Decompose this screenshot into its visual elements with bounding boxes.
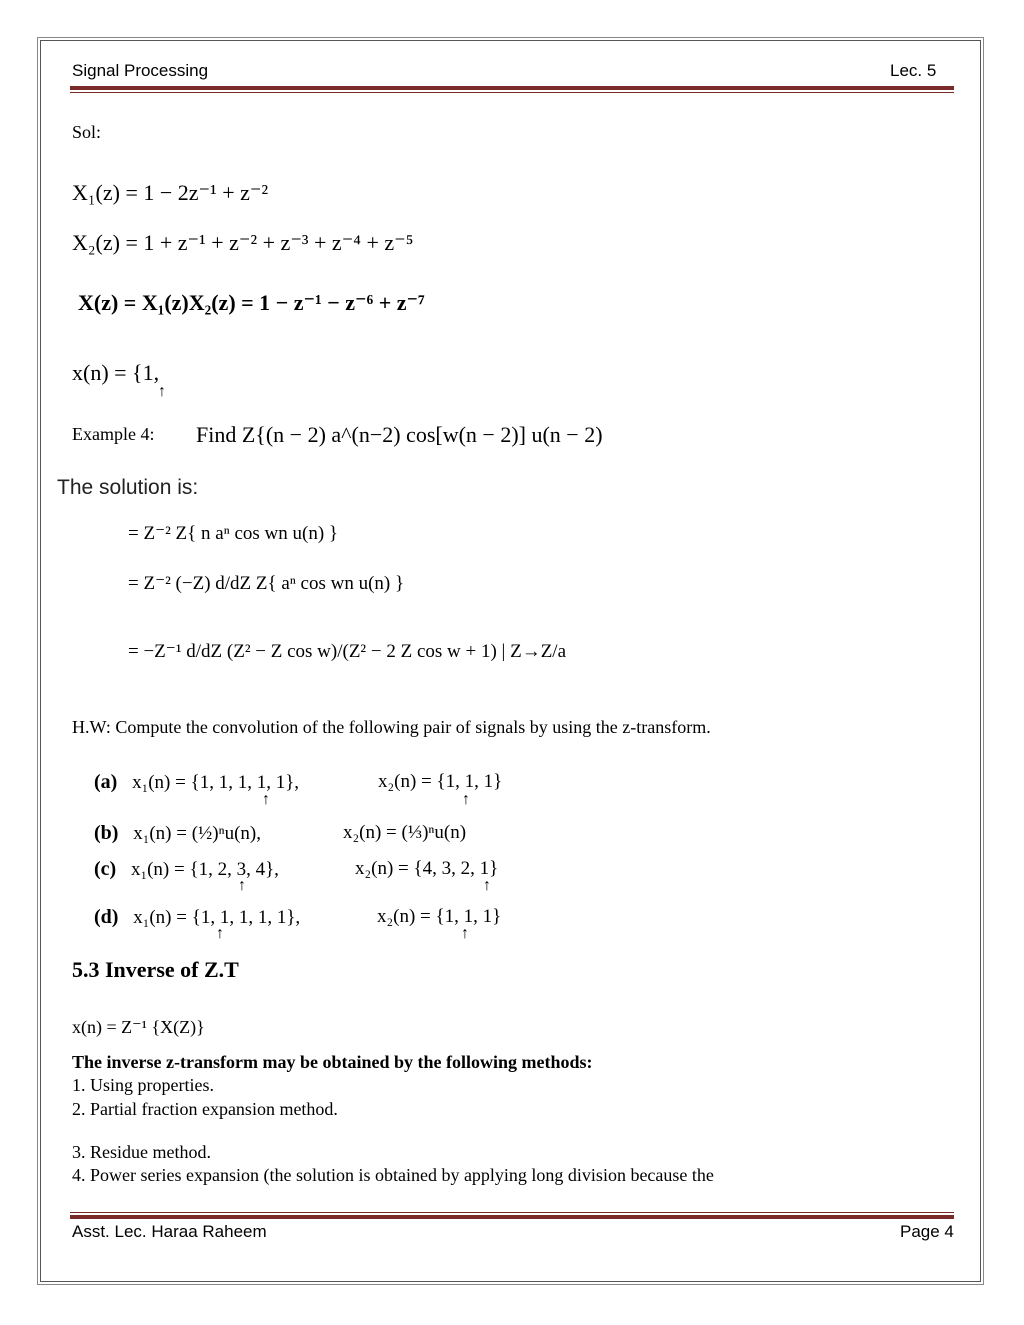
example4-expression: Find Z{(n − 2) a^(n−2) cos[w(n − 2)] u(n − 2) [196, 422, 603, 447]
homework-item-label: (a) [94, 771, 118, 793]
solution-line-3: = −Z⁻¹ d/dZ (Z² − Z cos w)/(Z² − 2 Z cos w + 1) | Z→Z/a [128, 641, 567, 662]
footer-rule-thin [70, 1212, 954, 1213]
homework-item-label: (d) [94, 906, 119, 928]
header-title: Signal Processing [72, 61, 209, 80]
origin-arrow-icon: ↑ [483, 877, 491, 894]
section-heading: 5.3 Inverse of Z.T [72, 957, 239, 982]
homework-item-label: (b) [94, 822, 119, 844]
equation-x: X(z) = X₁(z)X₂(z) = 1 − z⁻¹ − z⁻⁶ + z⁻⁷ [78, 290, 425, 315]
header-lecture: Lec. 5 [890, 61, 937, 80]
origin-arrow-icon: ↑ [262, 791, 270, 808]
solution-line-2: = Z⁻² (−Z) d/dZ Z{ aⁿ cos wn u(n) } [128, 573, 405, 594]
homework-item-label: (c) [94, 858, 117, 880]
homework-item-x1: x₁(n) = {1, 2, 3, 4}, [130, 859, 279, 880]
homework-intro: H.W: Compute the convolution of the following pair of signals by using the z-transform. [72, 717, 711, 737]
solution-intro: The solution is: [57, 476, 199, 499]
sol-label: Sol: [72, 122, 102, 142]
method-item: 3. Residue method. [72, 1142, 211, 1162]
origin-arrow-icon: ↑ [238, 877, 246, 894]
method-item: 1. Using properties. [72, 1075, 214, 1095]
example4-label: Example 4: [72, 424, 155, 444]
inverse-formula: x(n) = Z⁻¹ {X(Z)} [72, 1017, 205, 1037]
homework-item-b [94, 822, 261, 845]
homework-item-a-x2: x₂(n) = {1, 1, 1} [378, 771, 503, 792]
header-rule-thin [70, 92, 954, 93]
method-item: 4. Power series expansion (the solution is obtained by applying long division because the [72, 1165, 714, 1185]
homework-item-x1: x₁(n) = {1, 1, 1, 1, 1}, [132, 772, 300, 793]
solution-line-1: = Z⁻² Z{ n aⁿ cos wn u(n) } [128, 523, 339, 544]
origin-arrow-icon: ↑ [216, 925, 224, 942]
homework-item-x1: x₁(n) = (½)ⁿu(n), [133, 823, 261, 844]
homework-item-c [94, 858, 279, 881]
equation-x1: X₁(z) = 1 − 2z⁻¹ + z⁻² [72, 180, 269, 205]
footer-author: Asst. Lec. Haraa Raheem [72, 1222, 267, 1241]
method-item: 2. Partial fraction expansion method. [72, 1099, 338, 1119]
homework-item-d-x2: x₂(n) = {1, 1, 1} [377, 906, 502, 927]
homework-item-d [94, 906, 300, 929]
homework-item-x1: x₁(n) = {1, 1, 1, 1, 1}, [133, 907, 301, 928]
origin-arrow-icon: ↑ [462, 791, 470, 808]
footer-rule [70, 1215, 954, 1219]
homework-item-c-x2: x₂(n) = {4, 3, 2, 1} [355, 858, 499, 879]
origin-arrow-icon: ↑ [461, 925, 469, 942]
equation-x2: X₂(z) = 1 + z⁻¹ + z⁻² + z⁻³ + z⁻⁴ + z⁻⁵ [72, 230, 414, 255]
methods-intro: The inverse z-transform may be obtained by the following methods: [72, 1052, 593, 1072]
equation-xn: x(n) = {1, [72, 360, 160, 385]
origin-arrow-icon: ↑ [158, 383, 166, 400]
header-rule [70, 86, 954, 90]
footer-page-number: Page 4 [900, 1222, 954, 1241]
homework-item-b-x2: x₂(n) = (⅓)ⁿu(n) [343, 822, 467, 843]
